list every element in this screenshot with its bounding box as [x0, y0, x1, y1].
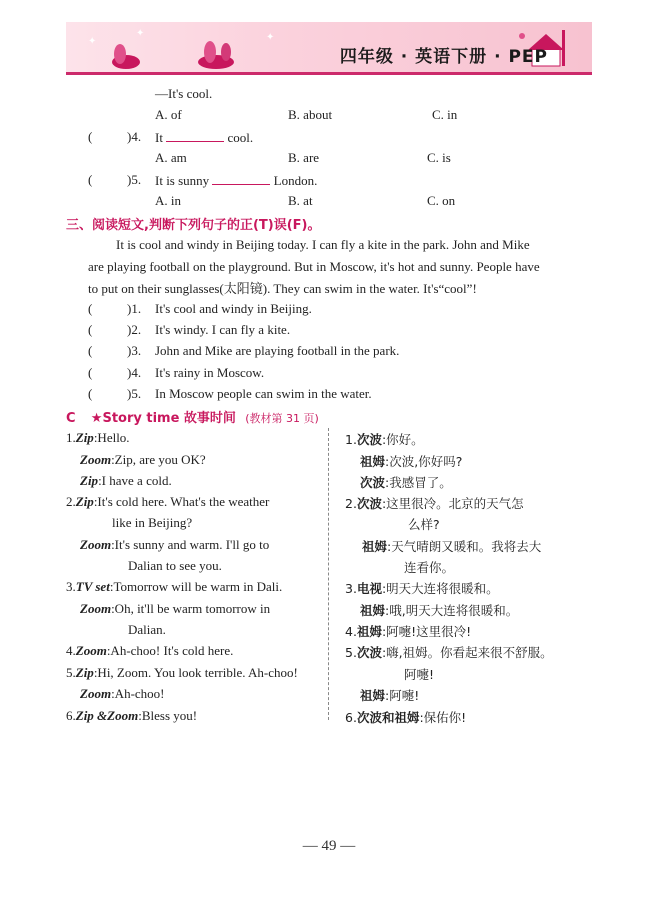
- speaker: 祖姆: [362, 539, 388, 554]
- zh-line-10: [345, 622, 471, 640]
- sectionC-heading: [66, 407, 319, 426]
- dialogue-text: :Hi, Zoom. You look terrible. Ah-choo!: [93, 665, 298, 680]
- dialogue-text: :明天大连将很暖和。: [381, 581, 499, 596]
- line-number: 1.: [66, 430, 76, 445]
- dialogue-text: :It's sunny and warm. I'll go to: [111, 537, 270, 552]
- answer-blank[interactable]: [166, 129, 224, 142]
- en-line-4: [66, 494, 269, 510]
- column-divider: [328, 428, 329, 720]
- dialogue-continuation: Dalian.: [128, 622, 166, 637]
- q5-option-b: B. at: [288, 193, 313, 208]
- dialogue-text: :Bless you!: [138, 708, 198, 723]
- sectionC-note: (教材第 31 页): [245, 412, 319, 425]
- en-line-11: [66, 643, 233, 659]
- tf-paren: (: [88, 322, 93, 337]
- dialogue-text: :嗨,祖姆。你看起来很不舒服。: [381, 645, 553, 660]
- line-number: 5.: [345, 645, 357, 660]
- passage-line: to put on their sunglasses(太阳镜). They can swim in the water. It's“cool”!: [88, 281, 477, 296]
- dialogue-continuation: 连看你。: [404, 560, 455, 575]
- tf-statement: It's rainy in Moscow.: [155, 365, 265, 380]
- tf-paren: (: [88, 365, 93, 380]
- line-number: 3.: [345, 581, 357, 596]
- q4-option-c: C. is: [427, 150, 451, 165]
- header-title: 四年级 · 英语下册 · PEP: [339, 47, 548, 67]
- dialogue-text: :Oh, it'll be warm tomorrow in: [111, 601, 271, 616]
- sectionC-title: ★Story time 故事时间: [90, 411, 236, 426]
- zh-line-14: [345, 708, 466, 726]
- tf-statement: In Moscow people can swim in the water.: [155, 386, 372, 401]
- en-line-2: [80, 452, 206, 468]
- q4-question: [155, 129, 253, 146]
- q4-paren: (: [88, 129, 93, 144]
- q5-number: )5.: [127, 172, 142, 187]
- speaker: TV set: [75, 579, 110, 594]
- q4-option-b: B. are: [288, 150, 320, 165]
- dialogue-text: :保佑你!: [419, 710, 467, 725]
- zh-line-11: [345, 643, 553, 661]
- en-line-12: [66, 665, 298, 681]
- en-line-14: [66, 708, 197, 724]
- dialogue-text: :这里很冷。北京的天气怎: [381, 496, 524, 511]
- speaker: 次波: [356, 645, 382, 660]
- tf-number: )5.: [127, 386, 142, 401]
- speaker: Zip: [75, 494, 94, 509]
- line-number: 2.: [345, 496, 357, 511]
- speaker: Zoom: [80, 601, 112, 616]
- tf-statement: It's windy. I can fly a kite.: [155, 322, 291, 337]
- en-line-6: [80, 537, 269, 553]
- tf-number: )3.: [127, 343, 142, 358]
- dialogue-continuation: 阿嚏!: [404, 667, 435, 682]
- speaker: 祖姆: [360, 603, 386, 618]
- en-line-3: [80, 473, 172, 489]
- section3-title: 三、阅读短文,判断下列句子的正(T)误(F)。: [66, 218, 321, 233]
- q4-number: )4.: [127, 129, 142, 144]
- tf-statement: John and Mike are playing football in the park.: [155, 343, 400, 358]
- dialogue-text: :Ah-choo!: [111, 686, 165, 701]
- dialogue-text: :次波,你好吗?: [385, 454, 463, 469]
- tf-paren: (: [88, 301, 93, 316]
- tf-number: )1.: [127, 301, 142, 316]
- speaker: Zoom: [80, 686, 112, 701]
- line-number: 6.: [345, 710, 357, 725]
- speaker: Zip: [80, 473, 99, 488]
- star-decoration-icon: ✦: [266, 32, 275, 43]
- dialogue-continuation: 么样?: [408, 517, 440, 532]
- star-decoration-icon: ✦: [136, 28, 145, 39]
- sectionC-letter: C: [66, 411, 76, 426]
- page-number: — 49 —: [302, 838, 356, 854]
- en-line-8: [66, 579, 282, 595]
- dialogue-text: :哦,明天大连将很暖和。: [385, 603, 519, 618]
- dialogue-text: :你好。: [381, 432, 424, 447]
- en-line-9: [80, 601, 270, 617]
- answer-blank[interactable]: [212, 172, 270, 185]
- zh-line-6: [362, 537, 541, 555]
- q4-option-a: A. am: [155, 150, 187, 165]
- zh-line-1: [345, 430, 424, 448]
- speaker: Zip: [75, 665, 94, 680]
- tf-paren: (: [88, 386, 93, 401]
- zh-line-8: [345, 579, 499, 597]
- q4-before: It: [155, 130, 163, 145]
- dialogue-text: :It's cold here. What's the weather: [93, 494, 270, 509]
- speaker: 次波和祖姆: [356, 710, 420, 725]
- dialogue-text: :I have a cold.: [98, 473, 172, 488]
- reading-passage: [88, 234, 594, 300]
- q5-option-a: A. in: [155, 193, 181, 208]
- q3-line: —It's cool.: [155, 86, 213, 101]
- q5-before: It is sunny: [155, 173, 210, 188]
- dialogue-text: :Ah-choo! It's cold here.: [106, 643, 234, 658]
- header-banner: [66, 22, 592, 75]
- q5-option-c: C. on: [427, 193, 456, 208]
- en-line-13: [80, 686, 165, 702]
- zh-line-2: [360, 452, 462, 470]
- line-number: 1.: [345, 432, 357, 447]
- flower-decoration-icon: [106, 36, 246, 70]
- dialogue-text: :我感冒了。: [385, 475, 452, 490]
- dialogue-continuation: Dalian to see you.: [128, 558, 222, 573]
- speaker: Zip &Zoom: [75, 708, 139, 723]
- zh-line-13: [360, 686, 419, 704]
- speaker: 祖姆: [360, 688, 386, 703]
- dialogue-continuation: like in Beijing?: [112, 515, 193, 530]
- speaker: 电视: [356, 581, 382, 596]
- dialogue-text: :天气晴朗又暖和。我将去大: [387, 539, 542, 554]
- q3-option-c: C. in: [432, 107, 458, 122]
- line-number: 2.: [66, 494, 76, 509]
- en-line-1: [66, 430, 130, 446]
- dialogue-text: :阿嚏!这里很冷!: [381, 624, 472, 639]
- q4-after: cool.: [227, 130, 254, 145]
- passage-line: It is cool and windy in Beijing today. I can fly a kite in the park. John and Mike: [116, 237, 530, 252]
- speaker: Zoom: [80, 537, 112, 552]
- passage-line: are playing football on the playground. But in Moscow, it's hot and sunny. People have: [88, 259, 540, 274]
- speaker: Zip: [75, 430, 94, 445]
- line-number: 3.: [66, 579, 76, 594]
- zh-line-9: [360, 601, 518, 619]
- speaker: 次波: [360, 475, 386, 490]
- dialogue-text: :Tomorrow will be warm in Dali.: [109, 579, 283, 594]
- zh-line-3: [360, 473, 452, 491]
- q3-option-a: A. of: [155, 107, 182, 122]
- speaker: 祖姆: [356, 624, 382, 639]
- line-number: 4.: [345, 624, 357, 639]
- speaker: 次波: [356, 432, 382, 447]
- dialogue-text: :Hello.: [93, 430, 130, 445]
- dialogue-text: :Zip, are you OK?: [111, 452, 206, 467]
- tf-number: )4.: [127, 365, 142, 380]
- tf-statement: It's cool and windy in Beijing.: [155, 301, 312, 316]
- line-number: 5.: [66, 665, 76, 680]
- zh-line-4: [345, 494, 524, 512]
- line-number: 4.: [66, 643, 76, 658]
- q5-paren: (: [88, 172, 93, 187]
- speaker: Zoom: [75, 643, 107, 658]
- q5-question: [155, 172, 317, 189]
- q5-after: London.: [273, 173, 318, 188]
- q3-option-b: B. about: [288, 107, 333, 122]
- tf-number: )2.: [127, 322, 142, 337]
- speaker: 次波: [356, 496, 382, 511]
- speaker: 祖姆: [360, 454, 386, 469]
- star-decoration-icon: ✦: [88, 36, 97, 47]
- line-number: 6.: [66, 708, 76, 723]
- dialogue-text: :阿嚏!: [385, 688, 420, 703]
- speaker: Zoom: [80, 452, 112, 467]
- tf-paren: (: [88, 343, 93, 358]
